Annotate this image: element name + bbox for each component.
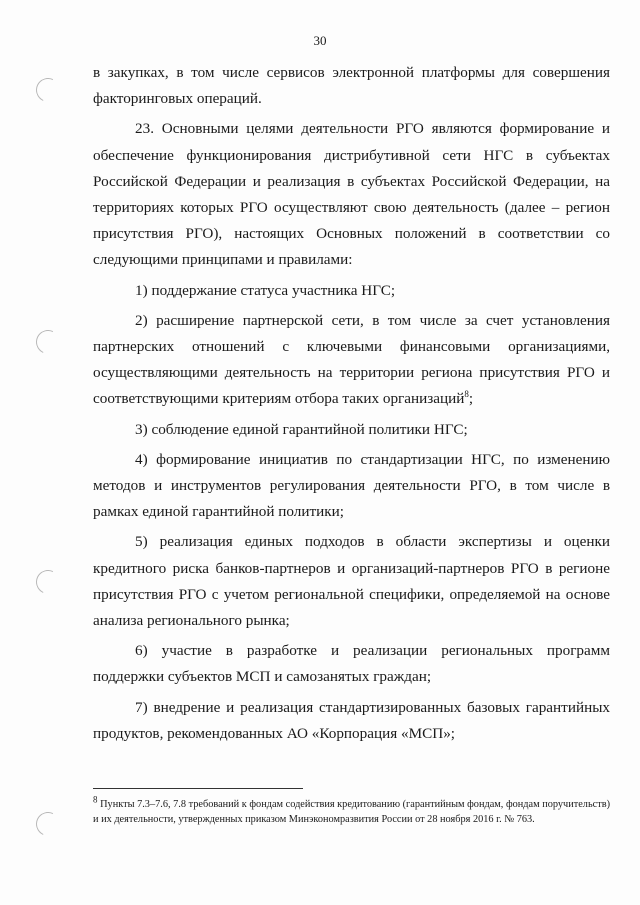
list-item-5: 5) реализация единых подходов в области экспертизы и оценки кредитного риска банков-партнеров и организаций-партнеров РГО в регионе присутствия РГО с учетом региональной специфики, определяемой на основе анализа регионального рынка; — [93, 533, 610, 630]
list-item-4: 4) формирование инициатив по стандартизации НГС, по изменению методов и инструментов регулирования деятельности РГО, в том числе в рамках единой гарантийной политики; — [93, 450, 610, 521]
footnote-marker: 8 — [93, 794, 98, 805]
list-item-1: 1) поддержание статуса участника НГС; — [135, 281, 396, 299]
footnote-text: Пункты 7.3–7.6, 7.8 требований к фондам содействия кредитованию (гарантийным фондам, фондам поручительств) и их деятельности, утвержденных приказом Минэкономразвития России от 28 ноября 2016 г. № 763. — [93, 799, 611, 825]
list-item-2-end: ; — [468, 390, 474, 408]
list-item-6: 6) участие в разработке и реализации региональных программ поддержки субъектов МСП и самозанятых граждан; — [93, 642, 610, 686]
punch-hole-mark — [33, 567, 64, 598]
footnote-separator — [93, 788, 303, 789]
list-item-3: 3) соблюдение единой гарантийной политики НГС; — [135, 420, 468, 438]
page-number: 30 — [313, 33, 327, 48]
paragraph-item-23: 23. Основными целями деятельности РГО являются формирование и обеспечение функционирования дистрибутивной сети НГС в субъектах Российской Федерации и реализация в субъектах Российской Федерации, на территориях которых РГО осуществляют свою деятельность (далее – регион присутствия РГО), настоящих Основных положений в соответствии со следующими принципами и правилами: — [93, 120, 610, 269]
footnote-reference[interactable]: 8 — [464, 389, 469, 400]
punch-hole-mark — [33, 75, 64, 106]
punch-hole-mark — [33, 327, 64, 358]
list-item-7: 7) внедрение и реализация стандартизированных базовых гарантийных продуктов, рекомендованных АО «Корпорация «МСП»; — [93, 698, 610, 742]
paragraph-continuation: в закупках, в том числе сервисов электронной платформы для совершения факторинговых операций. — [93, 64, 610, 108]
punch-hole-mark — [33, 809, 64, 840]
list-item-2 — [93, 308, 610, 413]
footnote — [93, 794, 611, 827]
main-text — [93, 60, 610, 747]
list-item-2-text: 2) расширение партнерской сети, в том числе за счет установления партнерских отношений с ключевыми финансовыми организациями, осуществляющими деятельность на территории региона присутствия РГО и соответствующими критериям отбора таких организаций — [93, 311, 610, 408]
